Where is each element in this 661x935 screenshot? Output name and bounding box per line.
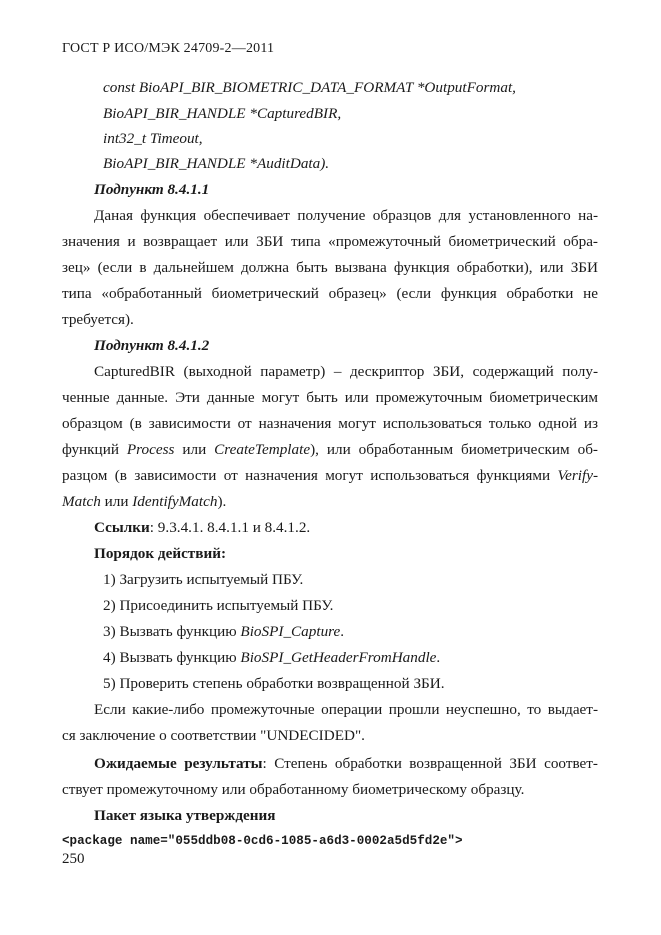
package-heading: Пакет языка утверждения: [94, 807, 276, 824]
paragraph-line: образцом (в зависимости от назначения могут использоваться только одной из: [62, 415, 598, 432]
text-run: ), или обработанным биометрическим об-: [310, 441, 598, 458]
expected-results-line: [94, 754, 598, 774]
subclause-heading-2: Подпункт 8.4.1.2: [94, 337, 210, 354]
step-end: .: [340, 623, 345, 640]
function-name: Match: [62, 493, 101, 510]
paragraph-line: ченные данные. Эти данные могут быть или промежуточным биометрическим: [62, 389, 598, 406]
procedure-step-4: [103, 648, 440, 668]
expected-results-label: Ожидаемые результаты: [94, 755, 263, 772]
function-name: IdentifyMatch: [132, 493, 218, 510]
function-name: Verify-: [557, 467, 598, 484]
function-name: BioSPI_GetHeaderFromHandle: [240, 649, 437, 666]
step-text: 3) Вызвать функцию: [103, 623, 241, 640]
procedure-step-3: [103, 622, 344, 642]
paragraph-line: типа «обработанный биометрический образец» (если функция обработки не: [62, 285, 598, 302]
package-code-line: <package name="055ddb08-0cd6-1085-a6d3-0002a5d5fd2e">: [62, 834, 463, 848]
expected-results-text: : Степень обработки возвращенной ЗБИ соответ-: [262, 755, 598, 772]
text-run: или: [100, 493, 133, 510]
references-text: : 9.3.4.1. 8.4.1.1 и 8.4.1.2.: [149, 519, 311, 536]
procedure-step-2: 2) Присоединить испытуемый ПБУ.: [103, 597, 334, 614]
procedure-heading: Порядок действий:: [94, 545, 227, 562]
paragraph-line: [62, 440, 598, 460]
text-run: ).: [217, 493, 227, 510]
paragraph-line: [62, 492, 598, 512]
code-line-3: int32_t Timeout,: [103, 130, 203, 147]
text-run: функций: [62, 441, 127, 458]
procedure-step-5: 5) Проверить степень обработки возвращенной ЗБИ.: [103, 675, 445, 692]
code-line-4: BioAPI_BIR_HANDLE *AuditData).: [103, 155, 330, 172]
paragraph-line: зец» (если в дальнейшем должна быть вызвана функция обработки), или ЗБИ: [62, 259, 598, 276]
function-name: Process: [126, 441, 175, 458]
paragraph-line: требуется).: [62, 311, 134, 328]
references-line: [94, 518, 310, 538]
paragraph-line: Если какие-либо промежуточные операции прошли неуспешно, то выдает-: [94, 701, 598, 718]
subclause-heading-1: Подпункт 8.4.1.1: [94, 181, 210, 198]
paragraph-line: Даная функция обеспечивает получение образцов для установленного на-: [94, 207, 598, 224]
function-name: CreateTemplate: [214, 441, 311, 458]
paragraph-line: ся заключение о соответствии "UNDECIDED".: [62, 727, 365, 744]
paragraph-line: ствует промежуточному или обработанному биометрическому образцу.: [62, 781, 525, 798]
paragraph-line: [62, 466, 598, 486]
standard-header: ГОСТ Р ИСО/МЭК 24709-2—2011: [62, 41, 275, 56]
step-text: 4) Вызвать функцию: [103, 649, 241, 666]
page-number: 250: [62, 851, 85, 867]
procedure-step-1: 1) Загрузить испытуемый ПБУ.: [103, 571, 304, 588]
code-line-1: const BioAPI_BIR_BIOMETRIC_DATA_FORMAT *OutputFormat,: [103, 79, 516, 96]
function-name: BioSPI_Capture: [240, 623, 341, 640]
references-label: Ссылки: [94, 519, 150, 536]
paragraph-line: CapturedBIR (выходной параметр) – дескриптор ЗБИ, содержащий полу-: [94, 363, 598, 380]
text-run: или: [174, 441, 215, 458]
text-run: разцом (в зависимости от назначения могут использоваться функциями: [62, 467, 558, 484]
code-line-2: BioAPI_BIR_HANDLE *CapturedBIR,: [103, 105, 342, 122]
step-end: .: [436, 649, 441, 666]
paragraph-line: значения и возвращает или ЗБИ типа «промежуточный биометрический обра-: [62, 233, 598, 250]
